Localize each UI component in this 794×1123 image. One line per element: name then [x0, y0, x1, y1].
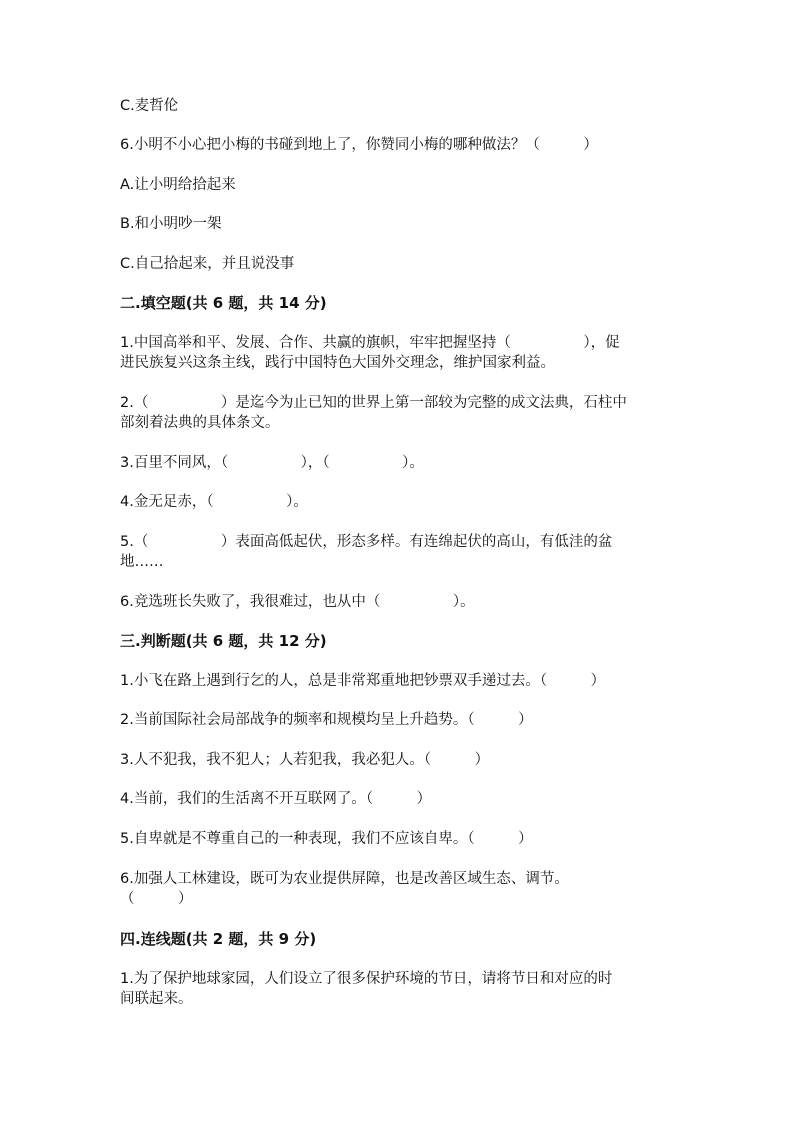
judge-q3: 3.人不犯我，我不犯人；人若犯我，我必犯人。（ ） [120, 752, 490, 768]
match-q1-line1: 1.为了保护地球家园，人们设立了很多保护环境的节日，请将节日和对应的时 [120, 971, 613, 987]
question-6: 6.小明不小心把小梅的书碰到地上了，你赞同小梅的哪种做法？（ ） [120, 137, 598, 153]
judge-q5: 5.自卑就是不尊重自己的一种表现，我们不应该自卑。（ ） [120, 831, 533, 847]
section-3-title: 三.判断题(共 6 题，共 12 分) [120, 632, 327, 650]
option-c-continuation: C.麦哲伦 [120, 98, 179, 114]
q6-option-c: C.自己拾起来，并且说没事 [120, 256, 295, 272]
judge-q1: 1.小飞在路上遇到行乞的人，总是非常郑重地把钞票双手递过去。（ ） [120, 673, 606, 689]
fill-q5-line1: 5.（ ）表面高低起伏，形态多样。有连绵起伏的高山，有低洼的盆 [120, 534, 613, 550]
fill-q5-line2: 地…… [120, 554, 164, 570]
fill-q3: 3.百里不同风，（ ），（ ）。 [120, 455, 424, 471]
fill-q2-line1: 2.（ ）是迄今为止已知的世界上第一部较为完整的成文法典，石柱中 [120, 395, 627, 411]
match-q1-line2: 间联起来。 [120, 991, 193, 1007]
section-4-title: 四.连线题(共 2 题，共 9 分) [120, 930, 317, 948]
section-2-title: 二.填空题(共 6 题，共 14 分) [120, 294, 327, 312]
judge-q6-line2: （ ） [120, 891, 193, 907]
fill-q1-line1: 1.中国高举和平、发展、合作、共赢的旗帜，牢牢把握坚持（ ），促 [120, 335, 620, 351]
judge-q6-line1: 6.加强人工林建设，既可为农业提供屏障，也是改善区域生态、调节。 [120, 871, 569, 887]
q6-option-b: B.和小明吵一架 [120, 216, 222, 232]
q6-option-a: A.让小明给拾起来 [120, 177, 236, 193]
fill-q2-line2: 部刻着法典的具体条文。 [120, 415, 280, 431]
fill-q1-line2: 进民族复兴这条主线，践行中国特色大国外交理念，维护国家利益。 [120, 355, 555, 371]
fill-q6: 6.竞选班长失败了，我很难过，也从中（ ）。 [120, 594, 475, 610]
judge-q2: 2.当前国际社会局部战争的频率和规模均呈上升趋势。（ ） [120, 712, 533, 728]
fill-q4: 4.金无足赤，（ ）。 [120, 494, 308, 510]
judge-q4: 4.当前，我们的生活离不开互联网了。（ ） [120, 791, 432, 807]
